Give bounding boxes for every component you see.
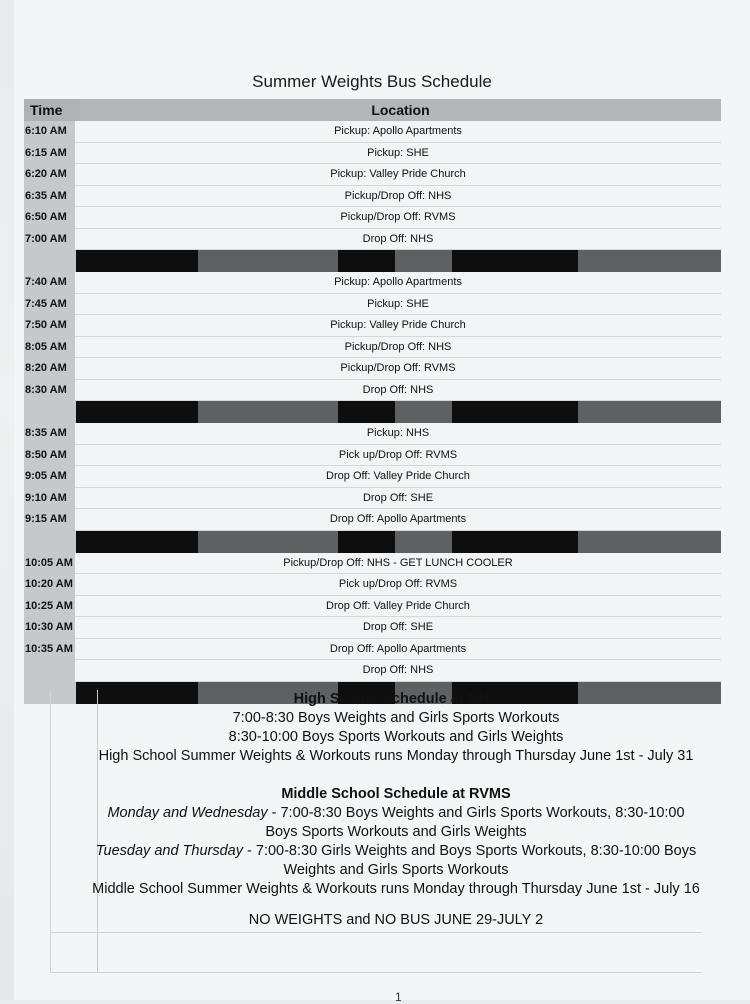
location-cell: Pickup: SHE bbox=[75, 143, 721, 165]
separator-bar bbox=[452, 401, 578, 423]
tt-days: Tuesday and Thursday bbox=[95, 843, 243, 859]
separator-bar bbox=[452, 531, 578, 553]
time-cell: 10:30 AM bbox=[24, 617, 75, 639]
time-cell bbox=[24, 660, 75, 682]
location-cell: Drop Off: NHS bbox=[75, 660, 721, 682]
location-cell: Pickup: Apollo Apartments bbox=[75, 272, 721, 294]
table-row bbox=[24, 380, 721, 402]
table-row bbox=[24, 660, 721, 682]
separator-bar bbox=[578, 250, 721, 272]
table-row bbox=[24, 466, 721, 488]
time-cell: 8:30 AM bbox=[24, 380, 75, 402]
separator-bar bbox=[395, 250, 452, 272]
table-row bbox=[24, 574, 721, 596]
separator-bar bbox=[198, 250, 338, 272]
separator-bar bbox=[338, 401, 395, 423]
block-separator bbox=[24, 250, 721, 272]
location-cell: Drop Off: SHE bbox=[75, 617, 721, 639]
high-school-line: 8:30-10:00 Boys Sports Workouts and Girls Weights bbox=[228, 729, 564, 745]
separator-bar bbox=[198, 401, 338, 423]
separator-bar bbox=[76, 401, 198, 423]
table-row bbox=[24, 445, 721, 467]
block-separator bbox=[24, 401, 721, 423]
time-cell: 9:15 AM bbox=[24, 509, 75, 531]
time-cell: 7:00 AM bbox=[24, 229, 75, 251]
table-row bbox=[24, 207, 721, 229]
location-cell: Pickup: Valley Pride Church bbox=[75, 164, 721, 186]
location-cell: Pickup: Valley Pride Church bbox=[75, 315, 721, 337]
separator-bar bbox=[338, 250, 395, 272]
time-cell: 6:50 AM bbox=[24, 207, 75, 229]
location-cell: Pickup: Apollo Apartments bbox=[75, 121, 721, 143]
time-cell: 7:50 AM bbox=[24, 315, 75, 337]
location-cell: Drop Off: Valley Pride Church bbox=[75, 596, 721, 618]
separator-bar bbox=[452, 250, 578, 272]
time-cell: 9:05 AM bbox=[24, 466, 75, 488]
high-school-heading: High School Schedule at NHS bbox=[293, 691, 499, 707]
location-cell: Pickup/Drop Off: NHS bbox=[75, 186, 721, 208]
middle-school-runs: Middle School Summer Weights & Workouts runs Monday through Thursday June 1st - July 16 bbox=[92, 881, 700, 897]
table-row bbox=[24, 337, 721, 359]
time-cell: 10:20 AM bbox=[24, 574, 75, 596]
time-cell: 8:20 AM bbox=[24, 358, 75, 380]
table-row bbox=[24, 488, 721, 510]
middle-school-tt bbox=[90, 842, 702, 880]
table-row bbox=[24, 143, 721, 165]
time-cell: 8:50 AM bbox=[24, 445, 75, 467]
table-border-left bbox=[50, 690, 51, 972]
time-cell: 6:10 AM bbox=[24, 121, 75, 143]
schedule-notes bbox=[90, 690, 702, 930]
tt-text: - 7:00-8:30 Girls Weights and Boys Sports Workouts, 8:30-10:00 Boys Weights and Girls Sports Workouts bbox=[243, 843, 697, 878]
location-cell: Pickup/Drop Off: NHS - GET LUNCH COOLER bbox=[75, 553, 721, 575]
time-column-header: Time bbox=[24, 99, 80, 121]
high-school-line: High School Summer Weights & Workouts runs Monday through Thursday June 1st - July 31 bbox=[98, 748, 694, 764]
table-row bbox=[24, 229, 721, 251]
location-cell: Pickup: SHE bbox=[75, 294, 721, 316]
location-cell: Drop Off: Valley Pride Church bbox=[75, 466, 721, 488]
middle-school-mw bbox=[90, 804, 702, 842]
time-cell: 6:20 AM bbox=[24, 164, 75, 186]
location-cell: Pickup: NHS bbox=[75, 423, 721, 445]
table-row bbox=[24, 423, 721, 445]
separator-bar bbox=[395, 401, 452, 423]
table-row bbox=[24, 294, 721, 316]
table-row bbox=[24, 186, 721, 208]
time-cell: 6:15 AM bbox=[24, 143, 75, 165]
location-cell: Drop Off: NHS bbox=[75, 380, 721, 402]
location-cell: Drop Off: Apollo Apartments bbox=[75, 639, 721, 661]
table-row bbox=[24, 315, 721, 337]
location-cell: Drop Off: SHE bbox=[75, 488, 721, 510]
time-cell: 10:05 AM bbox=[24, 553, 75, 575]
separator-bar bbox=[578, 401, 721, 423]
time-cell: 7:45 AM bbox=[24, 294, 75, 316]
mw-days: Monday and Wednesday bbox=[107, 805, 268, 821]
table-row bbox=[24, 509, 721, 531]
table-rule bbox=[50, 932, 702, 933]
time-cell: 8:05 AM bbox=[24, 337, 75, 359]
time-cell: 9:10 AM bbox=[24, 488, 75, 510]
table-header bbox=[24, 99, 721, 121]
table-row bbox=[24, 639, 721, 661]
time-cell: 7:40 AM bbox=[24, 272, 75, 294]
separator-bar bbox=[338, 531, 395, 553]
middle-school-heading: Middle School Schedule at RVMS bbox=[281, 786, 511, 802]
separator-bar bbox=[198, 531, 338, 553]
separator-bar bbox=[76, 250, 198, 272]
separator-bar bbox=[76, 531, 198, 553]
separator-bar bbox=[395, 531, 452, 553]
location-cell: Pickup/Drop Off: NHS bbox=[75, 337, 721, 359]
no-bus-notice: NO WEIGHTS and NO BUS JUNE 29-JULY 2 bbox=[248, 912, 544, 928]
table-row bbox=[24, 596, 721, 618]
time-cell: 8:35 AM bbox=[24, 423, 75, 445]
table-row bbox=[24, 553, 721, 575]
document-title: Summer Weights Bus Schedule bbox=[252, 72, 492, 91]
location-cell: Drop Off: Apollo Apartments bbox=[75, 509, 721, 531]
table-row bbox=[24, 617, 721, 639]
schedule-table bbox=[24, 99, 721, 704]
separator-bar bbox=[578, 531, 721, 553]
time-cell: 10:25 AM bbox=[24, 596, 75, 618]
high-school-line: 7:00-8:30 Boys Weights and Girls Sports Workouts bbox=[232, 710, 560, 726]
mw-text: - 7:00-8:30 Boys Weights and Girls Sports Workouts, 8:30-10:00 Boys Sports Workouts and Girls Weights bbox=[265, 805, 685, 840]
location-cell: Pick up/Drop Off: RVMS bbox=[75, 574, 721, 596]
page-number: 1 bbox=[395, 990, 402, 1004]
table-row bbox=[24, 358, 721, 380]
block-separator bbox=[24, 531, 721, 553]
table-row bbox=[24, 121, 721, 143]
table-row bbox=[24, 164, 721, 186]
location-cell: Drop Off: NHS bbox=[75, 229, 721, 251]
table-rule bbox=[50, 972, 702, 973]
time-cell: 10:35 AM bbox=[24, 639, 75, 661]
location-cell: Pickup/Drop Off: RVMS bbox=[75, 358, 721, 380]
table-row bbox=[24, 272, 721, 294]
location-cell: Pick up/Drop Off: RVMS bbox=[75, 445, 721, 467]
location-column-header: Location bbox=[371, 102, 430, 118]
location-cell: Pickup/Drop Off: RVMS bbox=[75, 207, 721, 229]
time-cell: 6:35 AM bbox=[24, 186, 75, 208]
